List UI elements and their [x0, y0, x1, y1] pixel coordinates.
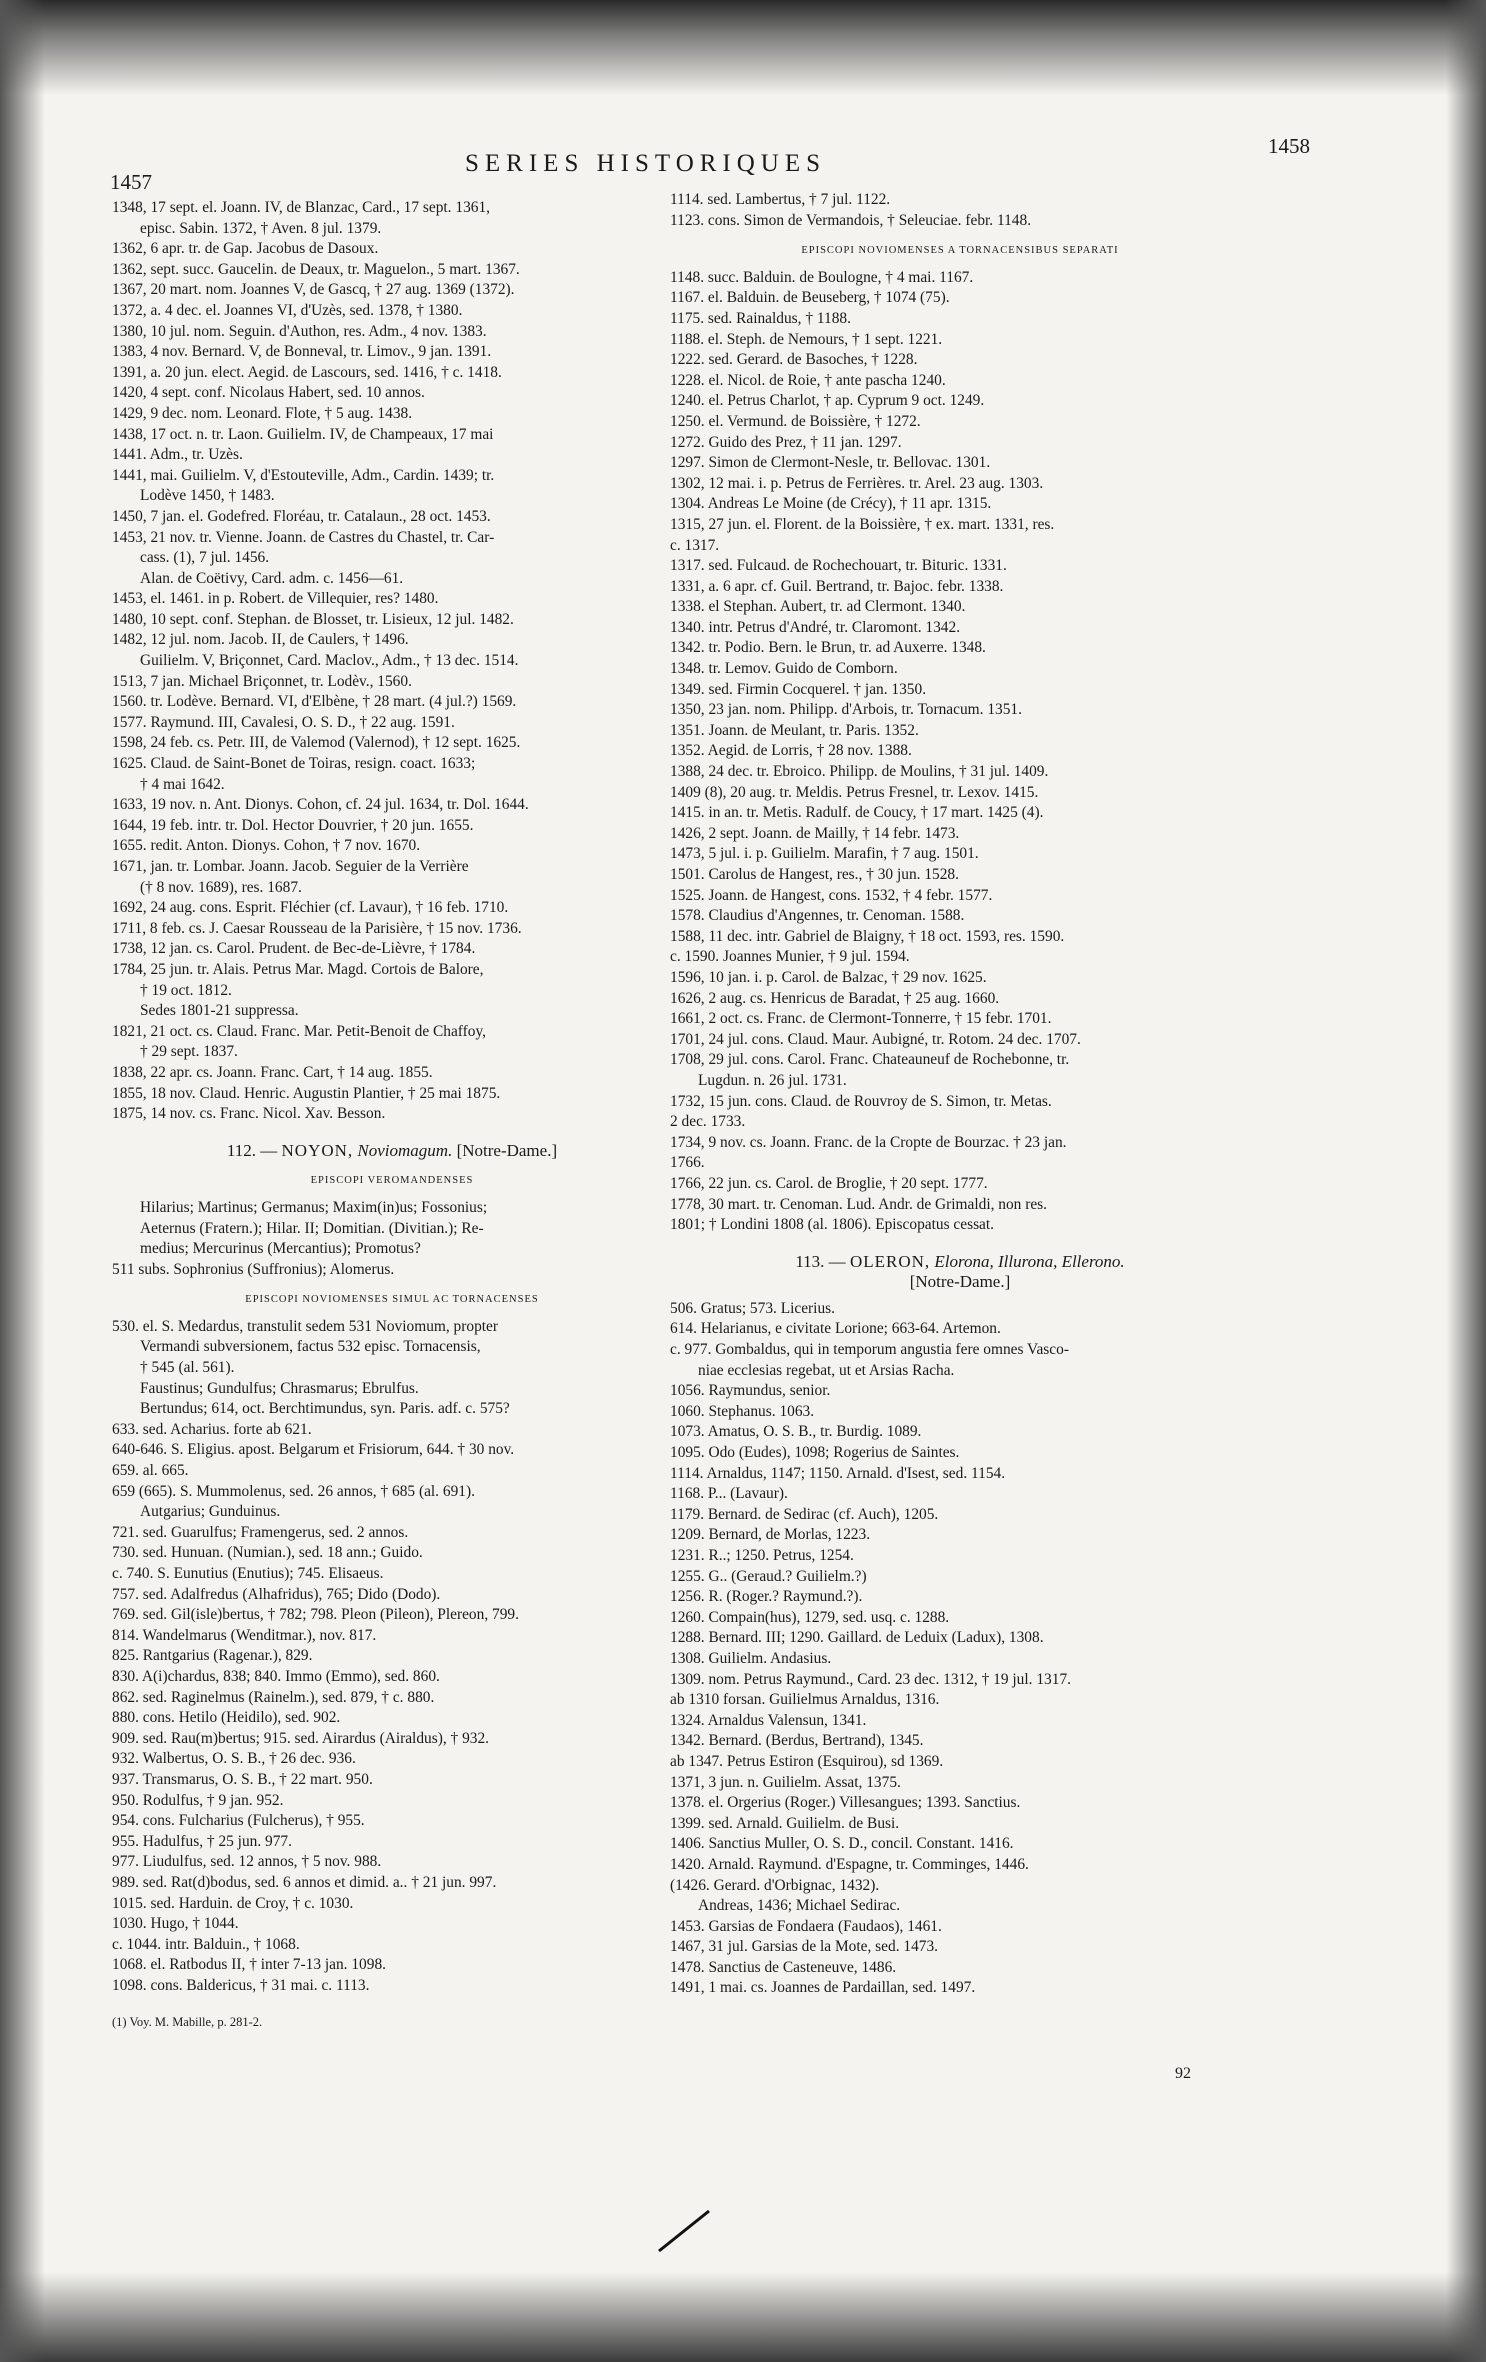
entry-line: 1399. sed. Arnald. Guilielm. de Busi. [670, 1814, 900, 1832]
entry-line: 1734, 9 nov. cs. Joann. Franc. de la Cropte de Bourzac. † 23 jan. [670, 1133, 1067, 1151]
entry-line: 1644, 19 feb. intr. tr. Dol. Hector Douvrier, † 20 jun. 1655. [112, 816, 474, 834]
entry-line: 1098. cons. Baldericus, † 31 mai. c. 1113. [112, 1976, 370, 1994]
entry-line: 757. sed. Adalfredus (Alhafridus), 765; Dido (Dodo). [112, 1585, 441, 1603]
entry-line: 1351. Joann. de Meulant, tr. Paris. 1352. [670, 721, 919, 739]
entry-line: 825. Rantgarius (Ragenar.), 829. [112, 1647, 313, 1665]
section-latin: Noviomagum. [357, 1140, 453, 1160]
right-top-entries [670, 190, 1250, 231]
entry-line: 1588, 11 dec. intr. Gabriel de Blaigny, † 18 oct. 1593, res. 1590. [670, 927, 1065, 945]
entry-line: 880. cons. Hetilo (Heidilo), sed. 902. [112, 1709, 341, 1727]
entry-line: 1352. Aegid. de Lorris, † 28 nov. 1388. [670, 742, 912, 760]
entry-line: 1480, 10 sept. conf. Stephan. de Blosset, tr. Lisieux, 12 jul. 1482. [112, 610, 514, 628]
page-header [110, 134, 1310, 194]
entry-line: 1633, 19 nov. n. Ant. Dionys. Cohon, cf. 24 jul. 1634, tr. Dol. 1644. [112, 796, 529, 814]
entry-line: c. 1317. [670, 536, 720, 554]
entry-line: 1304. Andreas Le Moine (de Crécy), † 11 apr. 1315. [670, 495, 992, 513]
entry-line: Alan. de Coëtivy, Card. adm. c. 1456—61. [140, 569, 404, 587]
entry-line: 909. sed. Rau(m)bertus; 915. sed. Airardus (Airaldus), † 932. [112, 1729, 490, 1747]
entry-line: 1429, 9 dec. nom. Leonard. Flote, † 5 aug. 1438. [112, 404, 413, 422]
entry-line: niae ecclesias regebat, ut et Arsias Racha. [698, 1361, 955, 1379]
entry-line: 721. sed. Guarulfus; Framengerus, sed. 2 annos. [112, 1523, 409, 1541]
entry-line: 1272. Guido des Prez, † 11 jan. 1297. [670, 433, 902, 451]
entry-line: 1453, el. 1461. in p. Robert. de Villequier, res? 1480. [112, 590, 439, 608]
entry-line: 1778, 30 mart. tr. Cenoman. Lud. Andr. de Grimaldi, non res. [670, 1195, 1048, 1213]
oleron-entries [670, 1299, 1250, 1999]
entry-line: Autgarius; Gunduinus. [140, 1503, 281, 1521]
entry-line: 1095. Odo (Eudes), 1098; Rogerius de Saintes. [670, 1444, 960, 1462]
section-number: 112. — [226, 1140, 278, 1160]
entry-line: 1288. Bernard. III; 1290. Gaillard. de Leduix (Ladux), 1308. [670, 1629, 1044, 1647]
entry-line: † 545 (al. 561). [140, 1359, 235, 1377]
entry-line: 932. Walbertus, O. S. B., † 26 dec. 936. [112, 1750, 356, 1768]
entry-line: 1482, 12 jul. nom. Jacob. II, de Caulers, † 1496. [112, 631, 409, 649]
simul-entries [112, 1317, 672, 1997]
left-column [112, 198, 672, 2033]
entry-line: Guilielm. V, Briçonnet, Card. Maclov., Adm., † 13 dec. 1514. [140, 652, 519, 670]
entry-line: 1391, a. 20 jun. elect. Aegid. de Lascours, sed. 1416, † c. 1418. [112, 363, 502, 381]
entry-line: 989. sed. Rat(d)bodus, sed. 6 annos et dimid. a.. † 21 jun. 997. [112, 1873, 497, 1891]
entry-line: 1855, 18 nov. Claud. Henric. Augustin Plantier, † 25 mai 1875. [112, 1084, 501, 1102]
entry-line: 1560. tr. Lodève. Bernard. VI, d'Elbène, † 28 mart. (4 jul.?) 1569. [112, 693, 517, 711]
entry-line: 1367, 20 mart. nom. Joannes V, de Gascq, † 27 aug. 1369 (1372). [112, 281, 515, 299]
scan-shadow-right [1446, 0, 1486, 2362]
entry-line: 1801; † Londini 1808 (al. 1806). Episcopatus cessat. [670, 1216, 995, 1234]
subheading-veromandenses: EPISCOPI VEROMANDENSES [310, 1175, 474, 1187]
entry-line: 1766, 22 jun. cs. Carol. de Broglie, † 20 sept. 1777. [670, 1174, 988, 1192]
entry-line: 1228. el. Nicol. de Roie, † ante pascha 1240. [670, 371, 946, 389]
entry-line: 1324. Arnaldus Valensun, 1341. [670, 1711, 867, 1729]
entry-line: 1315, 27 jun. el. Florent. de la Boissière, † ex. mart. 1331, res. [670, 515, 1055, 533]
entry-line: 1342. tr. Podio. Bern. le Brun, tr. ad Auxerre. 1348. [670, 639, 986, 657]
subheading-separati: EPISCOPI NOVIOMENSES A TORNACENSIBUS SEPARATI [801, 245, 1119, 257]
entry-line: 1875, 14 nov. cs. Franc. Nicol. Xav. Besson. [112, 1105, 386, 1123]
entry-line: 977. Liudulfus, sed. 12 annos, † 5 nov. 988. [112, 1853, 382, 1871]
page-number-left: 1457 [110, 170, 152, 194]
entry-line: 1255. G.. (Geraud.? Guilielm.?) [670, 1567, 867, 1585]
entry-line: † 19 oct. 1812. [140, 981, 232, 999]
entry-line: 1123. cons. Simon de Vermandois, † Seleuciae. febr. 1148. [670, 211, 1032, 229]
entry-line: 730. sed. Hunuan. (Numian.), sed. 18 ann.; Guido. [112, 1544, 423, 1562]
entry-line: 1260. Compain(hus), 1279, sed. usq. c. 1288. [670, 1608, 950, 1626]
entry-line: 1348. tr. Lemov. Guido de Comborn. [670, 660, 898, 678]
entry-line: 1426, 2 sept. Joann. de Mailly, † 14 febr. 1473. [670, 824, 960, 842]
entry-line: 1342. Bernard. (Berdus, Bertrand), 1345. [670, 1732, 924, 1750]
entry-line: 1349. sed. Firmin Cocquerel. † jan. 1350. [670, 680, 927, 698]
entry-line: 954. cons. Fulcharius (Fulcherus), † 955. [112, 1812, 365, 1830]
right-column [670, 190, 1250, 1999]
page-number-right: 1458 [1268, 134, 1310, 158]
entry-line: 814. Wandelmarus (Wenditmar.), nov. 817. [112, 1626, 377, 1644]
entry-line: 1821, 21 oct. cs. Claud. Franc. Mar. Petit-Benoit de Chaffoy, [112, 1022, 487, 1040]
section-heading-112 [112, 1141, 672, 1162]
entry-line: 1671, jan. tr. Lombar. Joann. Jacob. Seguier de la Verrière [112, 858, 469, 875]
scan-shadow-bottom [0, 2272, 1486, 2362]
entry-line: episc. Sabin. 1372, † Aven. 8 jul. 1379. [140, 219, 382, 237]
entry-line: 1784, 25 jun. tr. Alais. Petrus Mar. Magd. Cortois de Balore, [112, 960, 484, 978]
entry-line: 1148. succ. Balduin. de Boulogne, † 4 mai. 1167. [670, 268, 974, 286]
entry-line: 1732, 15 jun. cons. Claud. de Rouvroy de S. Simon, tr. Metas. [670, 1092, 1052, 1110]
entry-line: 1240. el. Petrus Charlot, † ap. Cyprum 9 oct. 1249. [670, 392, 985, 410]
entry-line: 1338. el Stephan. Aubert, tr. ad Clermont. 1340. [670, 598, 966, 616]
entry-line: 1738, 12 jan. cs. Carol. Prudent. de Bec-de-Lièvre, † 1784. [112, 940, 476, 958]
entry-line: 1406. Sanctius Muller, O. S. D., concil. Constant. 1416. [670, 1835, 1014, 1853]
entry-line: 659. al. 665. [112, 1462, 189, 1480]
entry-line: c. 740. S. Eunutius (Enutius); 745. Elisaeus. [112, 1565, 384, 1582]
entry-line: Lodève 1450, † 1483. [140, 487, 275, 505]
entry-line: 1308. Guilielm. Andasius. [670, 1649, 832, 1667]
entry-line: 1708, 29 jul. cons. Carol. Franc. Chateauneuf de Rochebonne, tr. [670, 1051, 1070, 1069]
entry-line: 640-646. S. Eligius. apost. Belgarum et Frisiorum, 644. † 30 nov. [112, 1441, 515, 1459]
signature-folio: 92 [1175, 2065, 1191, 2082]
entry-line: 1114. Arnaldus, 1147; 1150. Arnald. d'Isest, sed. 1154. [670, 1464, 1006, 1482]
entry-line: 1068. el. Ratbodus II, † inter 7-13 jan. 1098. [112, 1956, 386, 1974]
entry-line: 1209. Bernard, de Morlas, 1223. [670, 1526, 871, 1544]
entry-line: 530. el. S. Medardus, transtulit sedem 531 Noviomum, propter [112, 1317, 498, 1335]
section-number: 113. — [795, 1251, 846, 1271]
entry-line: Aeternus (Fratern.); Hilar. II; Domitian. (Divitian.); Re- [140, 1219, 484, 1237]
separati-entries [670, 268, 1250, 1236]
entry-line: 1309. nom. Petrus Raymund., Card. 23 dec. 1312, † 19 jul. 1317. [670, 1670, 1071, 1688]
section-heading-113 [670, 1252, 1250, 1293]
scan-shadow-left [0, 0, 45, 2362]
entry-line: Lugdun. n. 26 jul. 1731. [698, 1071, 847, 1089]
entry-line: † 4 mai 1642. [140, 775, 225, 793]
entry-line: 1701, 24 jul. cons. Claud. Maur. Aubigné, tr. Rotom. 24 dec. 1707. [670, 1030, 1081, 1048]
entry-line: 1473, 5 jul. i. p. Guilielm. Marafin, † 7 aug. 1501. [670, 845, 979, 863]
entry-line: ab 1310 forsan. Guilielmus Arnaldus, 1316. [670, 1691, 940, 1709]
entry-line: 1661, 2 oct. cs. Franc. de Clermont-Tonnerre, † 15 febr. 1701. [670, 1010, 1052, 1028]
entry-line: c. 977. Gombaldus, qui in temporum angustia fere omnes Vasco- [670, 1341, 1069, 1359]
entry-line: 1450, 7 jan. el. Godefred. Floréau, tr. Catalaun., 28 oct. 1453. [112, 507, 491, 525]
entry-line: Bertundus; 614, oct. Berchtimundus, syn. Paris. adf. c. 575? [140, 1400, 510, 1418]
entry-line: 1250. el. Vermund. de Boissière, † 1272. [670, 412, 921, 430]
entry-line: 1478. Sanctius de Casteneuve, 1486. [670, 1958, 897, 1976]
entry-line: († 8 nov. 1689), res. 1687. [140, 878, 302, 896]
entry-line: 1766. [670, 1154, 705, 1172]
entry-line: 1383, 4 nov. Bernard. V, de Bonneval, tr. Limov., 9 jan. 1391. [112, 343, 492, 361]
entry-line: Sedes 1801-21 suppressa. [140, 1002, 299, 1020]
entry-line: 511 subs. Sophronius (Suffronius); Alomerus. [112, 1260, 395, 1278]
entry-line: 1525. Joann. de Hangest, cons. 1532, † 4 febr. 1577. [670, 886, 993, 904]
entry-line: 1453, 21 nov. tr. Vienne. Joann. de Castres du Chastel, tr. Car- [112, 528, 495, 546]
veromandenses-entries [112, 1198, 672, 1280]
entry-line: 1331, a. 6 apr. cf. Guil. Bertrand, tr. Bajoc. febr. 1338. [670, 577, 1004, 595]
entry-line: c. 1044. intr. Balduin., † 1068. [112, 1935, 300, 1953]
entry-line: 1372, a. 4 dec. el. Joannes VI, d'Uzès, sed. 1378, † 1380. [112, 301, 463, 319]
entry-line: 1362, sept. succ. Gaucelin. de Deaux, tr. Maguelon., 5 mart. 1367. [112, 260, 520, 278]
entry-line: 1256. R. (Roger.? Raymund.?). [670, 1588, 863, 1606]
entry-line: Vermandi subversionem, factus 532 episc. Tornacensis, [140, 1338, 481, 1356]
entry-line: 1626, 2 aug. cs. Henricus de Baradat, † 25 aug. 1660. [670, 989, 1000, 1007]
entry-line: 1513, 7 jan. Michael Briçonnet, tr. Lodèv., 1560. [112, 672, 412, 690]
entry-line: 1015. sed. Harduin. de Croy, † c. 1030. [112, 1894, 354, 1912]
left-top-entries [112, 198, 672, 1125]
entry-line: 769. sed. Gil(isle)bertus, † 782; 798. Pleon (Pileon), Plereon, 799. [112, 1606, 519, 1624]
section-name: OLERON, [849, 1251, 931, 1271]
entry-line: 1317. sed. Fulcaud. de Rochechouart, tr. Bituric. 1331. [670, 557, 1007, 575]
entry-line: c. 1590. Joannes Munier, † 9 jul. 1594. [670, 948, 910, 966]
entry-line: 1371, 3 jun. n. Guilielm. Assat, 1375. [670, 1773, 901, 1791]
entry-line: 659 (665). S. Mummolenus, sed. 26 annos, † 685 (al. 691). [112, 1482, 475, 1500]
entry-line: 1073. Amatus, O. S. B., tr. Burdig. 1089. [670, 1423, 922, 1441]
entry-line: 1302, 12 mai. i. p. Petrus de Ferrières. tr. Arel. 23 aug. 1303. [670, 474, 1044, 492]
entry-line: 1297. Simon de Clermont-Nesle, tr. Bellovac. 1301. [670, 454, 991, 472]
entry-line: 1030. Hugo, † 1044. [112, 1915, 239, 1933]
entry-line: 1340. intr. Petrus d'André, tr. Claromont. 1342. [670, 618, 961, 636]
entry-line: 1409 (8), 20 aug. tr. Meldis. Petrus Fresnel, tr. Lexov. 1415. [670, 783, 1039, 801]
entry-line: cass. (1), 7 jul. 1456. [140, 549, 270, 567]
scan-shadow-top [0, 0, 1486, 95]
entry-line: 1692, 24 aug. cons. Esprit. Fléchier (cf. Lavaur), † 16 feb. 1710. [112, 899, 509, 917]
entry-line: 1420. Arnald. Raymund. d'Espagne, tr. Comminges, 1446. [670, 1855, 1029, 1873]
entry-line: 950. Rodulfus, † 9 jan. 952. [112, 1791, 284, 1809]
entry-line: 1114. sed. Lambertus, † 7 jul. 1122. [670, 191, 891, 208]
entry-line: 506. Gratus; 573. Licerius. [670, 1299, 835, 1317]
entry-line: 1231. R..; 1250. Petrus, 1254. [670, 1547, 854, 1564]
entry-line: 1415. in an. tr. Metis. Radulf. de Coucy, † 17 mart. 1425 (4). [670, 804, 1044, 822]
section-latin: Elorona, Illurona, Ellerono. [934, 1251, 1125, 1271]
entry-line: 1453. Garsias de Fondaera (Faudaos), 1461. [670, 1917, 942, 1935]
subheading-simul-tornacenses: EPISCOPI NOVIOMENSES SIMUL AC TORNACENSES [245, 1294, 539, 1306]
entry-line: 1179. Bernard. de Sedirac (cf. Auch), 1205. [670, 1505, 939, 1523]
entry-line: 633. sed. Acharius. forte ab 621. [112, 1420, 312, 1438]
entry-line: 955. Hadulfus, † 25 jun. 977. [112, 1832, 292, 1850]
entry-line: 2 dec. 1733. [670, 1113, 746, 1131]
entry-line: 1222. sed. Gerard. de Basoches, † 1228. [670, 351, 918, 369]
entry-line: 1378. el. Orgerius (Roger.) Villesangues; 1393. Sanctius. [670, 1794, 1021, 1812]
entry-line: 614. Helarianus, e civitate Lorione; 663-64. Artemon. [670, 1320, 1001, 1338]
entry-line: 937. Transmarus, O. S. B., † 22 mart. 950. [112, 1770, 373, 1788]
entry-line: 1441, mai. Guilielm. V, d'Estouteville, Adm., Cardin. 1439; tr. [112, 466, 495, 484]
entry-line: 1380, 10 jul. nom. Seguin. d'Authon, res. Adm., 4 nov. 1383. [112, 322, 487, 340]
entry-line: 1168. P... (Lavaur). [670, 1485, 788, 1503]
entry-line: 1491, 1 mai. cs. Joannes de Pardaillan, sed. 1497. [670, 1979, 976, 1997]
entry-line: 1388, 24 dec. tr. Ebroico. Philipp. de Moulins, † 31 jul. 1409. [670, 763, 1049, 781]
entry-line: 1350, 23 jan. nom. Philipp. d'Arbois, tr. Tornacum. 1351. [670, 701, 1022, 719]
entry-line: 1441. Adm., tr. Uzès. [112, 446, 243, 464]
entry-line: Hilarius; Martinus; Germanus; Maxim(in)us; Fossonius; [140, 1198, 488, 1216]
section-name: NOYON, [281, 1140, 354, 1160]
entry-line: 1577. Raymund. III, Cavalesi, O. S. D., † 22 aug. 1591. [112, 713, 455, 731]
entry-line: 1348, 17 sept. el. Joann. IV, de Blanzac, Card., 17 sept. 1361, [112, 199, 491, 216]
entry-line: 1501. Carolus de Hangest, res., † 30 jun. 1528. [670, 866, 959, 883]
entry-line: 1175. sed. Rainaldus, † 1188. [670, 309, 851, 327]
entry-line: Faustinus; Gundulfus; Chrasmarus; Ebrulfus. [140, 1379, 419, 1397]
entry-line: ab 1347. Petrus Estiron (Esquirou), sd 1369. [670, 1752, 944, 1770]
section-dedication: [Notre-Dame.] [909, 1272, 1011, 1292]
section-dedication: [Notre-Dame.] [456, 1140, 558, 1160]
entry-line: 1711, 8 feb. cs. J. Caesar Rousseau de la Parisière, † 15 nov. 1736. [112, 919, 522, 937]
entry-line: 1438, 17 oct. n. tr. Laon. Guilielm. IV, de Champeaux, 17 mai [112, 425, 494, 443]
entry-line: 1467, 31 jul. Garsias de la Mote, sed. 1473. [670, 1938, 939, 1956]
entry-line: (1426. Gerard. d'Orbignac, 1432). [670, 1876, 880, 1894]
entry-line: 1598, 24 feb. cs. Petr. III, de Valemod (Valernod), † 12 sept. 1625. [112, 734, 521, 752]
entry-line: 1362, 6 apr. tr. de Gap. Jacobus de Dasoux. [112, 240, 379, 258]
entry-line: 1838, 22 apr. cs. Joann. Franc. Cart, † 14 aug. 1855. [112, 1063, 433, 1081]
entry-line: 1167. el. Balduin. de Beuseberg, † 1074 (75). [670, 289, 950, 307]
footnote: (1) Voy. M. Mabille, p. 281-2. [112, 2015, 263, 2030]
entry-line: † 29 sept. 1837. [140, 1043, 238, 1061]
entry-line: medius; Mercurinus (Mercantius); Promotus? [140, 1240, 421, 1258]
entry-line: 1596, 10 jan. i. p. Carol. de Balzac, † 29 nov. 1625. [670, 968, 987, 986]
entry-line: 1420, 4 sept. conf. Nicolaus Habert, sed. 10 annos. [112, 384, 425, 402]
entry-line: 1056. Raymundus, senior. [670, 1382, 831, 1400]
entry-line: 862. sed. Raginelmus (Rainelm.), sed. 879, † c. 880. [112, 1688, 435, 1706]
entry-line: 1625. Claud. de Saint-Bonet de Toiras, resign. coact. 1633; [112, 755, 476, 773]
entry-line: 1578. Claudius d'Angennes, tr. Cenoman. 1588. [670, 907, 965, 925]
pen-stroke-mark [655, 2205, 715, 2255]
entry-line: 1060. Stephanus. 1063. [670, 1402, 815, 1420]
entry-line: 1655. redit. Anton. Dionys. Cohon, † 7 nov. 1670. [112, 837, 421, 855]
running-title: SERIES HISTORIQUES [465, 150, 827, 177]
entry-line: 830. A(i)chardus, 838; 840. Immo (Emmo), sed. 860. [112, 1667, 440, 1685]
entry-line: Andreas, 1436; Michael Sedirac. [698, 1897, 901, 1915]
entry-line: 1188. el. Steph. de Nemours, † 1 sept. 1221. [670, 330, 943, 348]
